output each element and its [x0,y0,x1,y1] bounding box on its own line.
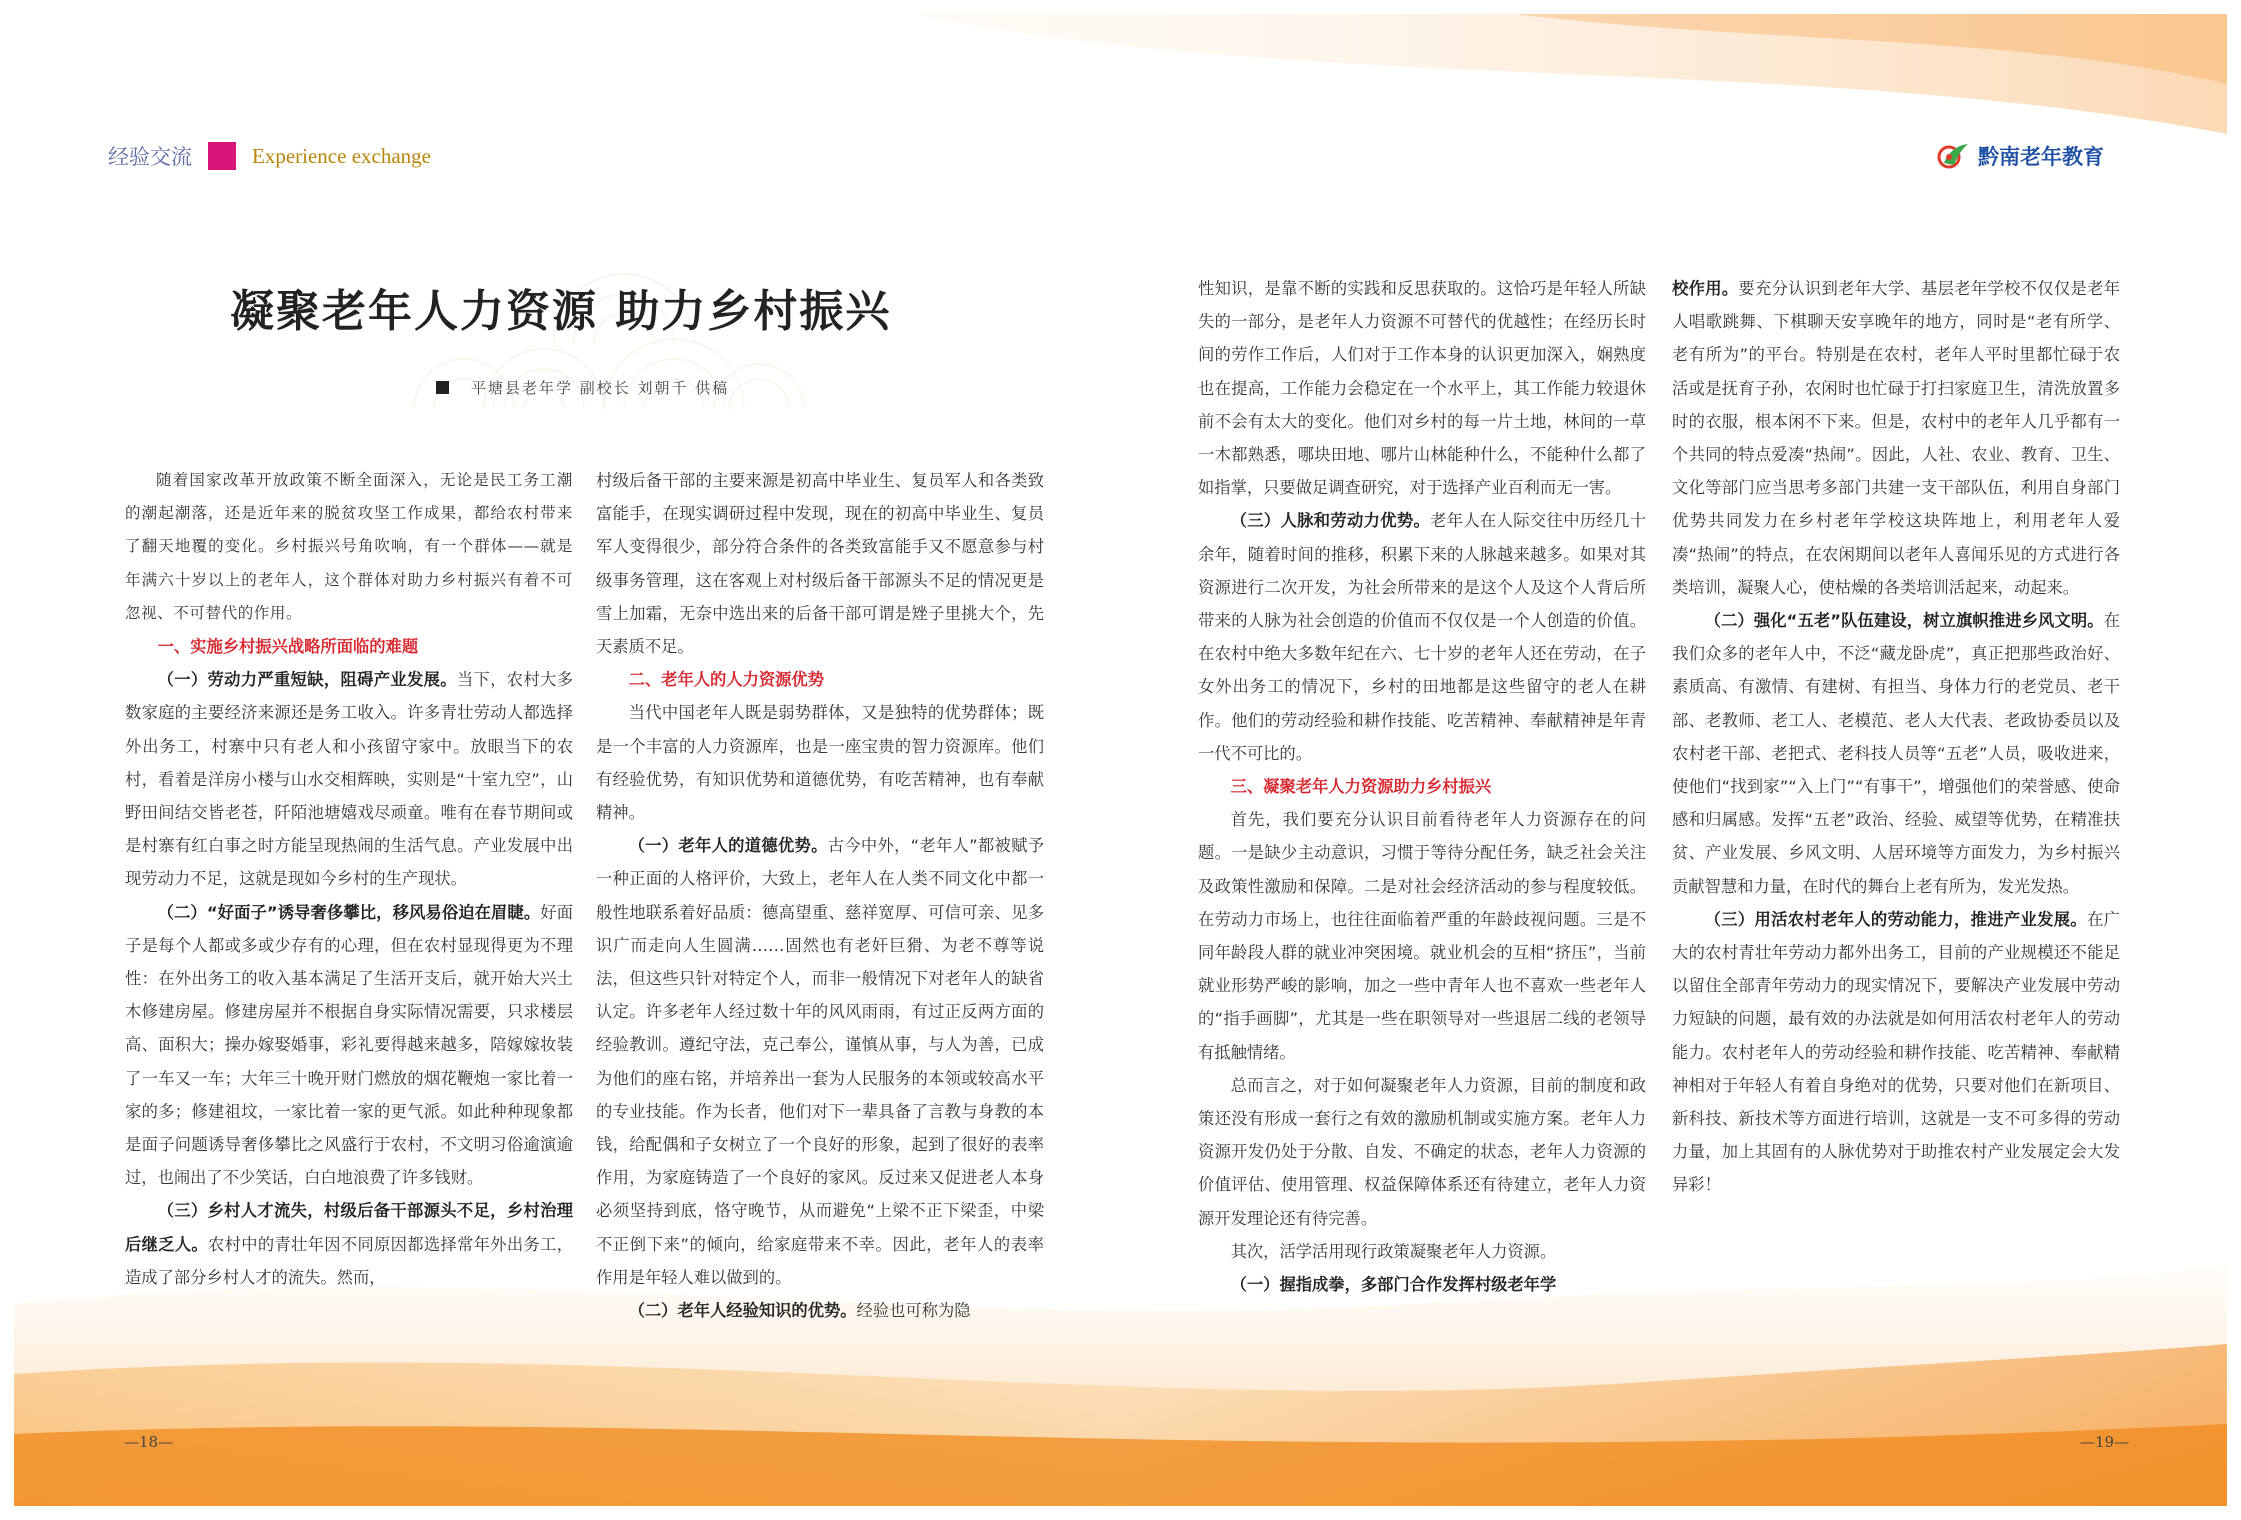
paragraph-text: 要充分认识到老年大学、基层老年学校不仅仅是老年人唱歌跳舞、下棋聊天安享晚年的地方，同时是“老有所学、老有所为”的平台。特别是在农村，老年人平时里都忙碌于农活或是抚育子孙，农闲时也忙碌于打扫家庭卫生，清洗放置多时的衣服，根本闲不下来。但是，农村中的老年人几乎都有一个共同的特点爱凑“热闹”。因此，人社、农业、教育、卫生、文化等部门应当思考多部门共建一支干部队伍，利用自身部门优势共同发力在乡村老年学校这块阵地上，利用老年人爱凑“热闹”的特点，在农闲期间以老年人喜闻乐见的方式进行各类培训，凝聚人心，使枯燥的各类培训活起来，动起来。 [1672,279,2120,597]
section-header [108,136,431,176]
page-number-right: —19— [2080,1433,2130,1451]
section-title-en: Experience exchange [252,143,431,168]
paragraph [1672,903,2120,1202]
paragraph-text: 其次，活学活用现行政策凝聚老年人力资源。 [1230,1241,1557,1261]
paragraph [125,663,573,895]
paragraph [1198,1268,1646,1301]
page-number-left: —18— [124,1433,174,1451]
subheading: （二）强化“五老”队伍建设，树立旗帜推进乡风文明。 [1704,611,2104,631]
subheading: （一）劳动力严重短缺，阻碍产业发展。 [157,670,457,690]
paragraph [596,829,1044,1294]
paragraph-text: 村级后备干部的主要来源是初高中毕业生、复员军人和各类致富能手，在现实调研过程中发现，现在的初高中毕业生、复员军人变得很少，部分符合条件的各类致富能手又不愿意参与村级事务管理，这在客观上对村级后备干部源头不足的情况更是雪上加霜，无奈中选出来的后备干部可谓是矬子里挑大个，先天素质不足。 [596,471,1044,657]
paragraph-text: 当下，农村大多数家庭的主要经济来源还是务工收入。许多青壮劳动人都选择外出务工，村寨中只有老人和小孩留守家中。放眼当下的农村，看着是洋房小楼与山水交相辉映，实则是“十室九空”，山野田间结交皆老苍，阡陌池塘嬉戏尽顽童。唯有在春节期间或是村寨有红白事之时方能呈现热闹的生活气息。产业发展中出现劳动力不足，这就是现如今乡村的生产现状。 [125,670,573,889]
subheading: 校作用。 [1672,279,1739,298]
intro-paragraph: 随着国家改革开放政策不断全面深入，无论是民工务工潮的潮起潮落，还是近年来的脱贫攻坚工作成果，都给农村带来了翻天地覆的变化。乡村振兴号角吹响，有一个群体——就是年满六十岁以上的老年人，这个群体对助力乡村振兴有着不可忽视、不可替代的作用。 [125,471,573,622]
paragraph-text: 老年人在人际交往中历经几十余年，随着时间的推移，积累下来的人脉越来越多。如果对其资源进行二次开发，为社会所带来的是这个人及这个人背后所带来的人脉为社会创造的价值而不仅仅是一个人创造的价值。在农村中绝大多数年纪在六、七十岁的老年人还在劳动，在子女外出务工的情况下，乡村的田地都是这些留守的老人在耕作。他们的劳动经验和耕作技能、吃苦精神、奉献精神是年青一代不可比的。 [1198,511,1646,763]
byline-marker-square [436,381,449,394]
heading-1: 一、实施乡村振兴战略所面临的难题 [157,637,419,657]
subheading: （二）“好面子”诱导奢侈攀比，移风易俗迫在眉睫。 [157,902,541,922]
heading-2: 二、老年人的人力资源优势 [628,670,824,690]
paragraph-text: 好面子是每个人都或多或少存有的心理，但在农村显现得更为不理性：在外出务工的收入基本满足了生活开支后，就开始大兴土木修建房屋。修建房屋并不根据自身实际情况需要，只求楼层高、面积大；操办嫁娶婚事，彩礼要得越来越多，陪嫁嫁妆装了一车又一车；大年三十晚开财门燃放的烟花鞭炮一家比着一家的多；修建祖坟，一家比着一家的更气派。如此种种现象都是面子问题诱导奢侈攀比之风盛行于农村，不文明习俗逾演逾过，也闹出了不少笑话，白白地浪费了许多钱财。 [125,902,573,1188]
paragraph [125,896,573,1195]
subheading: （二）老年人经验知识的优势。 [628,1301,857,1321]
paragraph-text: 性知识，是靠不断的实践和反思获取的。这恰巧是年轻人所缺失的一部分，是老年人力资源不可替代的优越性；在经历长时间的劳作工作后，人们对于工作本身的认识更加深入，娴熟度也在提高，工作能力会稳定在一个水平上，其工作能力较退休前不会有太大的变化。他们对乡村的每一片土地，林间的一草一木都熟悉，哪块田地、哪片山林能种什么，不能种什么都了如指掌，只要做足调查研究，对于选择产业百利而无一害。 [1198,279,1646,498]
paragraph-text: 当代中国老年人既是弱势群体，又是独特的优势群体；既是一个丰富的人力资源库，也是一座宝贵的智力资源库。他们有经验优势，有知识优势和道德优势，有吃苦精神，也有奉献精神。 [596,703,1044,823]
brand-logo-icon [1936,141,1970,171]
paragraph-text: 在我们众多的老年人中，不泛“藏龙卧虎”，真正把那些政治好、素质高、有激情、有建树、有担当、身体力行的老党员、老干部、老教师、老工人、老模范、老人大代表、老政协委员以及农村老干部、老把式、老科技人员等“五老”人员，吸收进来，使他们“找到家”“入上门”“有事干”，增强他们的荣誉感、使命感和归属感。发挥“五老”政治、经验、威望等优势，在精准扶贫、产业发展、乡风文明、人居环境等方面发力，为乡村振兴贡献智慧和力量，在时代的舞台上老有所为，发光发热。 [1672,611,2120,896]
paragraph [1672,272,2120,604]
byline-text: 平塘县老年学 副校长 刘朝千 供稿 [471,379,730,397]
paragraph-text: 古今中外，“老年人”都被赋予一种正面的人格评价，大致上，老年人在人类不同文化中都一般性地联系着好品质：德高望重、慈祥宽厚、可信可亲、见多识广而走向人生圆满……固然也有老奸巨猾、为老不尊等说法，但这些只针对特定个人，而非一般情况下对老年人的缺省认定。许多老年人经过数十年的风风雨雨，有过正反两方面的经验教训。遵纪守法，克己奉公，谨慎从事，与人为善，已成为他们的座右铭，并培养出一套为人民服务的本领或较高水平的专业技能。作为长者，他们对下一辈具备了言教与身教的本钱，给配偶和子女树立了一个良好的形象，起到了很好的表率作用，为家庭铸造了一个良好的家风。反过来又促进老人本身必须坚持到底，恪守晚节，从而避免“上梁不正下梁歪，中梁不正倒下来”的倾向，给家庭带来不幸。因此，老年人的表率作用是年轻人难以做到的。 [596,836,1044,1287]
subheading: （一）握指成拳，多部门合作发挥村级老年学 [1230,1275,1557,1295]
subheading: （一）老年人的道德优势。 [628,836,828,856]
article-byline [436,377,729,398]
paragraph-text: 在广大的农村青壮年劳动力都外出务工，目前的产业规模还不能足以留住全部青年劳动力的现实情况下，要解决产业发展中劳动力短缺的问题，最有效的办法就是如何用活农村老年人的劳动能力。农村老年人的劳动经验和耕作技能、吃苦精神、奉献精神相对于年轻人有着自身绝对的优势，只要对他们在新项目、新科技、新技术等方面进行培训，这就是一支不可多得的劳动力量，加上其固有的人脉优势对于助推农村产业发展定会大发异彩！ [1672,909,2120,1195]
subheading: （三）用活农村老年人的劳动能力，推进产业发展。 [1704,909,2088,929]
paragraph-text: 总而言之，对于如何凝聚老年人力资源，目前的制度和政策还没有形成一套行之有效的激励机制或实施方案。老年人力资源开发仍处于分散、自发、不确定的状态，老年人力资源的价值评估、使用管理、权益保障体系还有待建立，老年人力资源开发理论还有待完善。 [1198,1075,1646,1228]
column-2 [596,464,1044,1327]
column-1 [125,464,573,1294]
paragraph-text: 经验也可称为隐 [856,1301,971,1321]
paragraph-text: 首先，我们要充分认识目前看待老年人力资源存在的问题。一是缺少主动意识，习惯于等待分配任务，缺乏社会关注及政策性激励和保障。二是对社会经济活动的参与程度较低。在劳动力市场上，也往往面临着严重的年龄歧视问题。三是不同年龄段人群的就业冲突困境。就业机会的互相“挤压”，当前就业形势严峻的影响，加之一些中青年人也不喜欢一些老年人的“指手画脚”，尤其是一些在职领导对一些退居二线的老领导有抵触情绪。 [1198,810,1646,1062]
column-3 [1198,272,1646,1301]
column-4 [1672,272,2120,1202]
paragraph [596,1294,1044,1327]
heading-3: 三、凝聚老年人力资源助力乡村振兴 [1230,777,1492,797]
subheading: （三）人脉和劳动力优势。 [1230,511,1431,531]
article-title: 凝聚老年人力资源 助力乡村振兴 [230,286,892,337]
paragraph [1672,604,2120,903]
paragraph [1198,504,1646,770]
paragraph-text: 农村中的青壮年因不同原因都选择常年外出务工，造成了部分乡村人才的流失。然而， [125,1234,573,1287]
brand-header [1936,136,2104,176]
paragraph [125,1194,573,1294]
section-marker-square [208,142,236,170]
section-title-cn: 经验交流 [108,145,192,169]
subheading: （三）乡村人才流失，村级后备干部源头不足，乡村治理后继乏人。 [125,1201,573,1254]
brand-name: 黔南老年教育 [1978,145,2104,169]
